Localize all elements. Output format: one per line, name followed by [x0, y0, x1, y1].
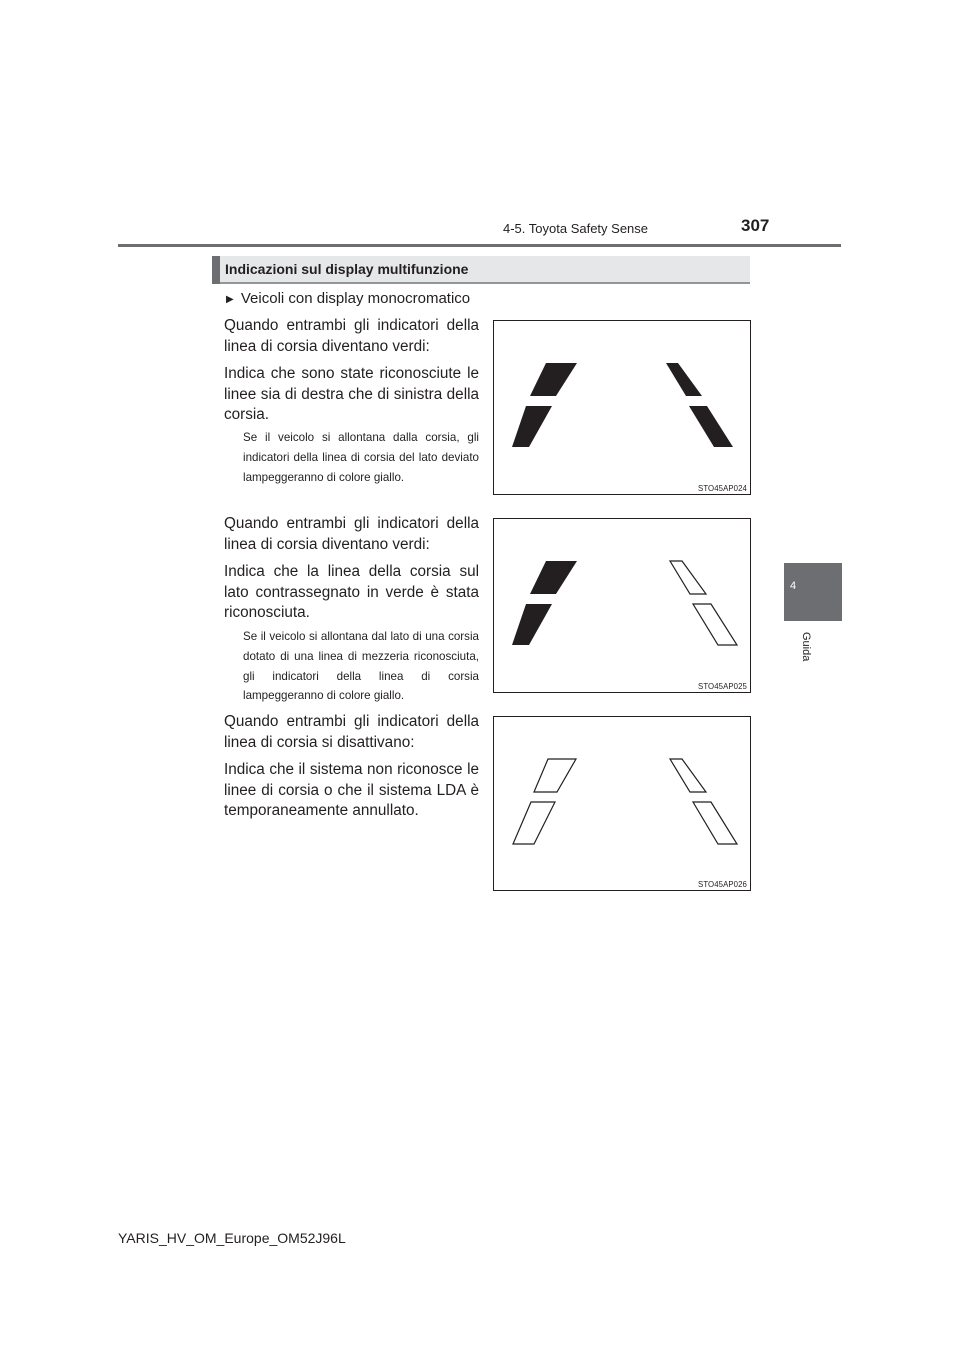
figure-lanes-left-detected [493, 518, 751, 693]
figure-lanes-both-detected [493, 320, 751, 495]
lane-indicator-figure-2 [494, 519, 750, 692]
figure-code-3: STO45AP026 [698, 880, 747, 889]
chapter-title: Guida [800, 632, 812, 662]
figure-lanes-none-detected [493, 716, 751, 891]
right-lane-upper-segment [666, 363, 702, 396]
right-lane-lower-outline [693, 604, 737, 645]
block-2-condition: Quando entrambi gli indicatori della linea di corsia diventano verdi: [224, 515, 479, 553]
header-rule [118, 244, 841, 247]
left-lane-upper-outline [534, 759, 576, 792]
lane-indicator-figure-1 [494, 321, 750, 494]
section-title-accent [212, 256, 220, 284]
left-lane-lower-outline [513, 802, 555, 844]
right-lane-upper-outline [670, 561, 706, 594]
footer-document-id: YARIS_HV_OM_Europe_OM52J96L [118, 1230, 346, 1246]
figure-code-1: STO45AP024 [698, 484, 747, 493]
header-section: 4-5. Toyota Safety Sense [503, 221, 649, 236]
block-2-meaning: Indica che la linea della corsia sul lato contrassegnato in verde è stata riconosciuta. [224, 563, 479, 621]
left-lane-upper-segment [530, 363, 577, 396]
left-lane-lower-segment [512, 604, 552, 645]
right-lane-lower-outline [693, 802, 737, 844]
chapter-tab [784, 563, 842, 621]
block-1-condition: Quando entrambi gli indicatori della linea di corsia diventano verdi: [224, 317, 479, 355]
block-1-note: Se il veicolo si allontana dalla corsia, gli indicatori della linea di corsia del lato deviato lampeggeranno di colore giallo. [243, 431, 479, 484]
section-title-band [212, 256, 750, 284]
page-number: 307 [741, 216, 770, 235]
block-1-meaning: Indica che sono state riconosciute le linee sia di destra che di sinistra della corsia. [224, 365, 479, 423]
section-title: Indicazioni sul display multifunzione [225, 261, 469, 277]
block-3-meaning: Indica che il sistema non riconosce le linee di corsia o che il sistema LDA è temporaneamente annullato. [224, 761, 479, 819]
left-lane-upper-segment [530, 561, 577, 594]
chapter-number: 4 [790, 580, 797, 592]
lane-indicator-figure-3 [494, 717, 750, 890]
block-2-note: Se il veicolo si allontana dal lato di una corsia dotato di una linea di mezzeria riconosciuta, gli indicatori della linea di corsia lampeggeranno di colore giallo. [243, 630, 479, 703]
block-3-condition: Quando entrambi gli indicatori della linea di corsia si disattivano: [224, 713, 479, 751]
bullet-arrow-icon: ▶ [226, 294, 234, 305]
left-lane-lower-segment [512, 406, 552, 447]
bullet-heading-text: Veicoli con display monocromatico [240, 290, 471, 307]
right-lane-upper-outline [670, 759, 706, 792]
right-lane-lower-segment [689, 406, 733, 447]
bullet-heading [226, 290, 470, 307]
figure-code-2: STO45AP025 [698, 682, 747, 691]
